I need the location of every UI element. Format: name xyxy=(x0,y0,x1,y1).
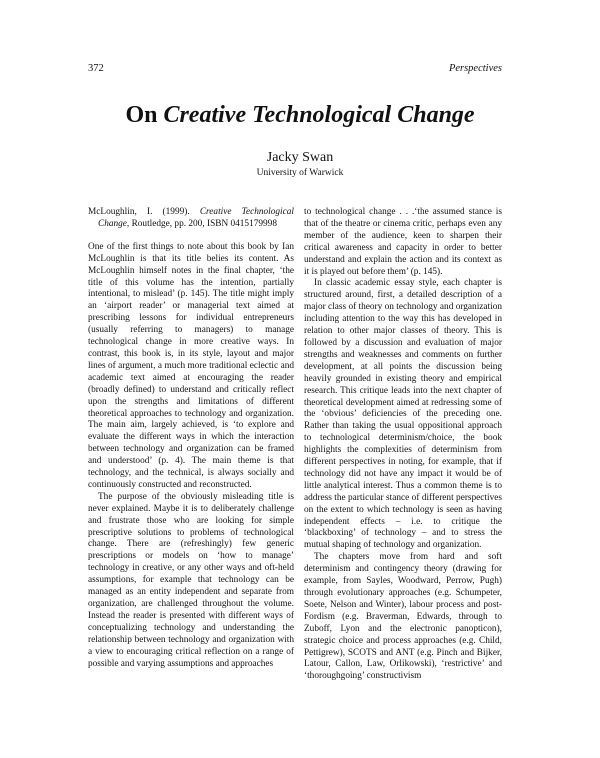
body-paragraph: In classic academic essay style, each chapter is structured around, first, a detailed description of a major class of theory on technology and organization including attention to the way this has developed in relation to other major classes of theory. This is followed by a discussion and evaluation of major strengths and weaknesses and comments on further development, at all points the discussion being heavily grounded in existing theory and empirical research. This critique leads into the next chapter of theoretical development aimed at redressing some of the ‘obvious’ deficiencies of the preceding one. Rather than taking the usual oppositional approach to technological determinism/choice, the book highlights the complexities of determinism from different perspectives in noting, for example, that if technology did not have any impact it would be of little analytical interest. Thus a common theme is to address the particular stance of different perspectives on the extent to which technology is seen as having independent effects – i.e. to critique the ‘blackboxing’ of technology – and to stress the mutual shaping of technology and organization. xyxy=(304,278,502,551)
body-paragraph: The purpose of the obviously misleading title is never explained. Maybe it is to deliberately challenge and frustrate those who are looking for simple prescriptive solutions to problems of technological change. There are (refreshingly) few generic prescriptions or models on ‘how to manage’ technology in creative, or any other ways and oft-held assumptions, for example that technology can be managed as an entity independent and separate from organization, are challenged throughout the volume. Instead the reader is presented with different ways of conceptualizing technology and understanding the relationship between technology and organization with a view to encouraging critical reflection on a range of possible and varying assumptions and approaches xyxy=(88,491,294,669)
right-column xyxy=(304,207,502,683)
page-number: 372 xyxy=(88,63,104,74)
article-title xyxy=(40,100,560,130)
body-paragraph: to technological change . . .‘the assumed stance is that of the theatre or cinema critic, perhaps even any member of the audience, keen to sharpen their critical awareness and capacity in order to better understand and explain the action and its context as it is played out before them’ (p. 145). xyxy=(304,207,502,277)
reference-book-title: Creative Technological Change xyxy=(98,207,294,229)
author-affiliation: University of Warwick xyxy=(256,168,344,178)
section-name: Perspectives xyxy=(448,63,502,74)
reference-authors: McLoughlin, I. (1999). xyxy=(88,207,200,217)
running-header xyxy=(88,63,502,75)
body-paragraph: The chapters move from hard and soft determinism and contingency theory (drawing for example, from Sayles, Woodward, Perrow, Pugh) through evolutionary approaches (e.g. Schumpeter, Soete, Nelson and Winter), labour process and post-Fordism (e.g. Braverman, Edwards, through to Zuboff, Lyon and the electronic panopticon), strategic choice and process approaches (e.g. Child, Pettigrew), SCOTS and ANT (e.g. Pinch and Bijker, Latour, Callon, Law, Orlikowski), ‘restrictive’ and ‘thoroughgoing’ constructivism xyxy=(304,552,502,682)
left-column xyxy=(88,207,294,670)
title-italic: Creative Technological Change xyxy=(163,102,475,128)
book-reference xyxy=(88,207,294,231)
author-name: Jacky Swan xyxy=(266,150,334,165)
body-paragraph: One of the first things to note about this book by Ian McLoughlin is that its title belies its content. As McLoughlin himself notes in the final chapter, ‘the title of this volume has the intention, partially intentional, to mislead’ (p. 145). The title might imply an ‘airport reader’ or managerial text aimed at prescribing lessons for individual entrepreneurs (usually referring to managers) to manage technological change in more creative ways. In contrast, this book is, in its style, layout and major lines of argument, a much more traditional eclectic and academic text aimed at encouraging the reader (broadly defined) to understand and critically reflect upon the strengths and limitations of different theoretical approaches to technology and organization. The main aim, largely achieved, is ‘to explore and evaluate the different ways in which the interaction between technology and organization can be framed and understood’ (p. 4). The main theme is that technology, and the technical, is always socially and continuously constructed and reconstructed. xyxy=(88,241,294,490)
reference-details: , Routledge, pp. 200, ISBN 0415179998 xyxy=(126,218,277,229)
title-prefix: On xyxy=(125,102,164,128)
